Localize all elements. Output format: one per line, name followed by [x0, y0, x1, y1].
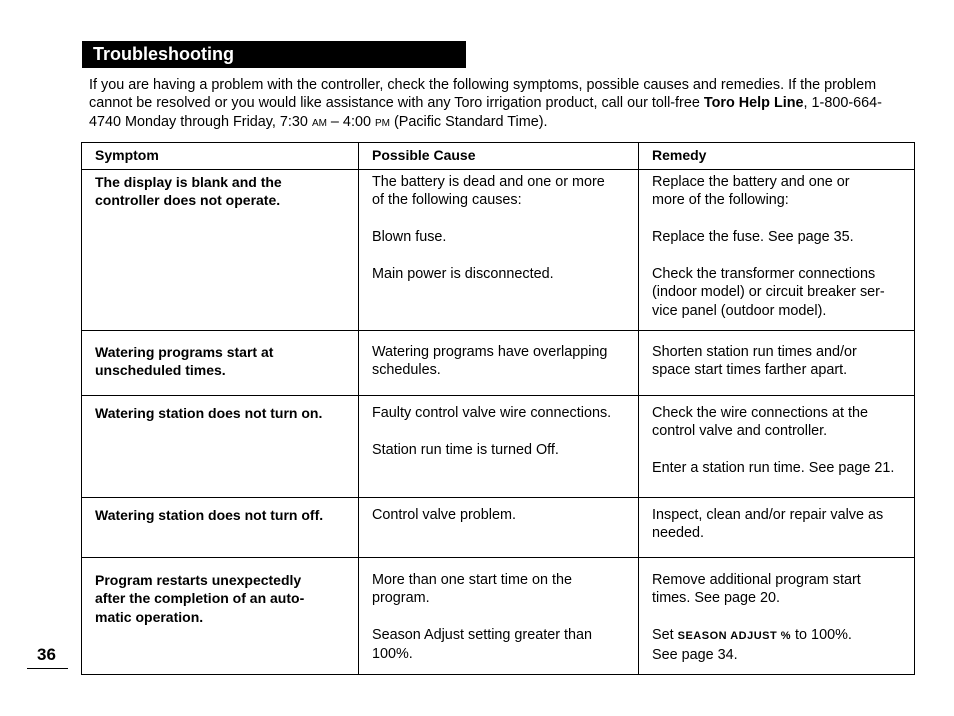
remedy-cell: Replace the battery and one or more of the following: Replace the fuse. See page 35. Check the transformer connections (indoor model) or circuit breaker ser- vice panel (outdoor model).: [639, 170, 915, 331]
header-symptom: Symptom: [82, 143, 359, 170]
table-row: [82, 170, 915, 331]
intro-paragraph: If you are having a problem with the controller, check the following symptoms, possible causes and remedies. If the problem cannot be resolved or you would like assistance with any Toro irrigation product, call our toll-free Toro Help Line, 1-800-664-4740 Monday through Friday, 7:30 AM – 4:00 PM (Pacific Standard Time).: [89, 77, 882, 130]
troubleshooting-table: [81, 142, 915, 675]
symptom-cell: Watering station does not turn on.: [82, 396, 359, 498]
table-row: [82, 558, 915, 675]
header-remedy: Remedy: [639, 143, 915, 170]
cause-cell: More than one start time on the program. Season Adjust setting greater than 100%.: [359, 558, 639, 675]
table-row: [82, 498, 915, 558]
remedy-cell: Remove additional program start times. See page 20. Set SEASON ADJUST % to 100%. See page 34.: [639, 558, 915, 675]
table-header-row: [82, 143, 915, 170]
help-line-label: Toro Help Line: [703, 95, 804, 112]
remedy-cell: Shorten station run times and/or space start times farther apart.: [639, 331, 915, 396]
cause-cell: Watering programs have overlapping schedules.: [359, 331, 639, 396]
cause-cell: The battery is dead and one or more of the following causes: Blown fuse. Main power is disconnected.: [359, 170, 639, 331]
symptom-cell: Watering station does not turn off.: [82, 498, 359, 558]
symptom-cell: Program restarts unexpectedly after the completion of an auto- matic operation.: [82, 558, 359, 675]
remedy-cell: Check the wire connections at the control valve and controller. Enter a station run time. See page 21.: [639, 396, 915, 498]
header-possible-cause: Possible Cause: [359, 143, 639, 170]
table-row: [82, 331, 915, 396]
symptom-cell: The display is blank and the controller does not operate.: [82, 170, 359, 331]
symptom-cell: Watering programs start at unscheduled times.: [82, 331, 359, 396]
table-row: [82, 396, 915, 498]
season-adjust-keyword: SEASON ADJUST %: [677, 630, 792, 643]
cause-cell: Faulty control valve wire connections. Station run time is turned Off.: [359, 396, 639, 498]
section-title: Troubleshooting: [82, 41, 466, 68]
cause-cell: Control valve problem.: [359, 498, 639, 558]
page-number: 36: [37, 645, 56, 664]
page-number-rule: [27, 668, 68, 669]
remedy-cell: Inspect, clean and/or repair valve as needed.: [639, 498, 915, 558]
